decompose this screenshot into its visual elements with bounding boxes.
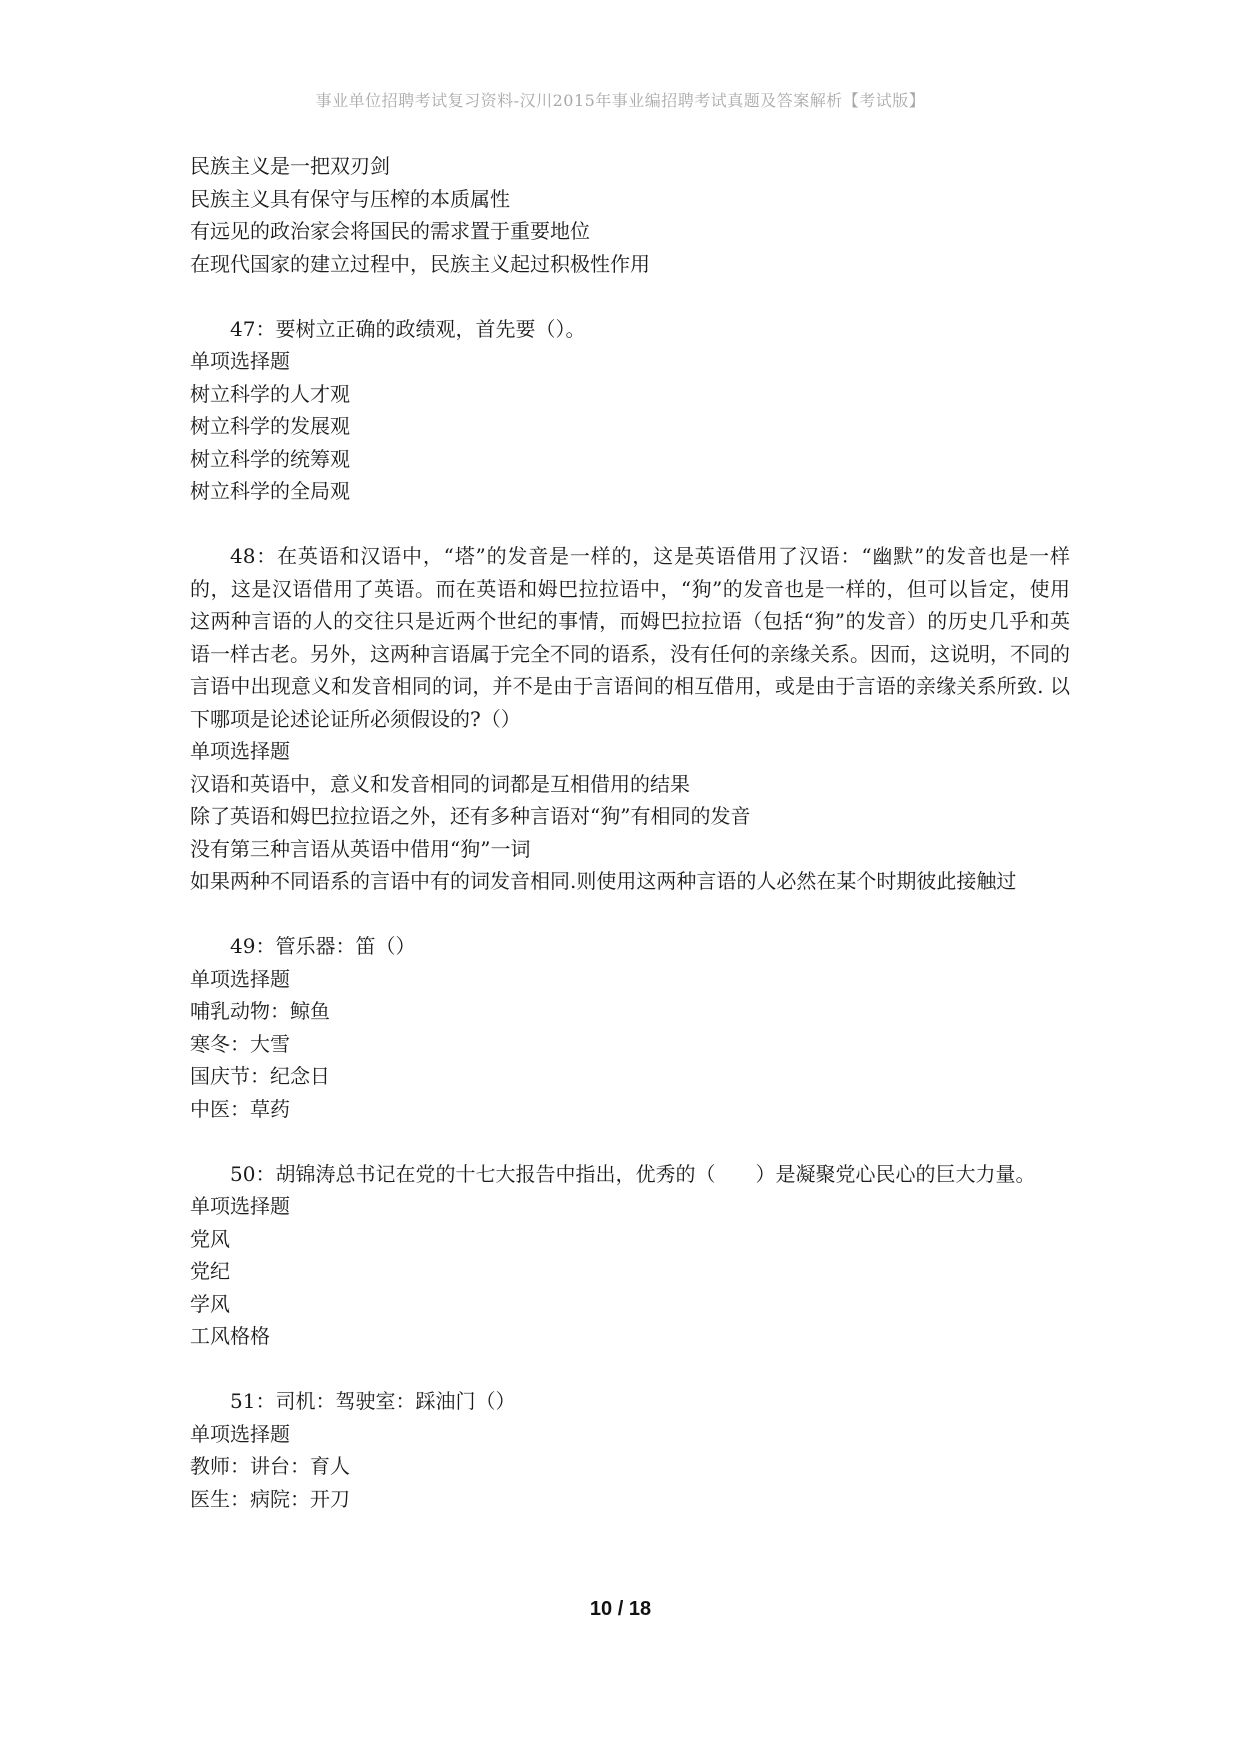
question-stem: 51：司机：驾驶室：踩油门（） [230,1389,516,1413]
question-type: 单项选择题 [190,739,290,763]
option-line: 在现代国家的建立过程中，民族主义起过积极性作用 [190,251,650,276]
option-line: 党纪 [190,1259,230,1283]
question-48 [190,540,1070,898]
option-line: 哺乳动物：鲸鱼 [190,999,330,1023]
option-line: 除了英语和姆巴拉拉语之外，还有多种言语对“狗”有相同的发音 [190,804,751,828]
option-line: 如果两种不同语系的言语中有的词发音相同.则使用这两种言语的人必然在某个时期彼此接触过 [190,869,1017,893]
option-line: 寒冬：大雪 [190,1031,290,1056]
option-line: 民族主义具有保守与压榨的本质属性 [190,186,510,211]
question-type: 单项选择题 [190,349,290,373]
option-line: 有远见的政治家会将国民的需求置于重要地位 [190,219,590,243]
question-51 [190,1385,1070,1515]
question-stem: 50：胡锦涛总书记在党的十七大报告中指出，优秀的（ ）是凝聚党心民心的巨大力量。 [230,1161,1036,1186]
option-line: 学风 [190,1291,230,1316]
page-number: 10 / 18 [589,1598,652,1620]
option-line: 民族主义是一把双刃剑 [190,154,390,178]
option-line: 树立科学的统筹观 [190,446,350,471]
option-line: 党风 [190,1226,230,1251]
previous-question-options [190,150,1070,280]
question-50 [190,1158,1070,1353]
option-line: 中医：草药 [190,1096,290,1121]
question-stem: 49：管乐器：笛（） [230,934,416,958]
document-body [190,150,1070,1515]
question-stem: 48：在英语和汉语中，“塔”的发音是一样的，这是英语借用了汉语：“幽默”的发音也是一样的，这是汉语借用了英语。而在英语和姆巴拉拉语中，“狗”的发音也是一样的，但可以旨定，使用这两种言语的人的交往只是近两个世纪的事情，而姆巴拉拉语（包括“狗”的发音）的历史几乎和英语一样古老。另外，这两种言语属于完全不同的语系，没有任何的亲缘关系。因而，这说明，不同的言语中出现意义和发音相同的词，并不是由于言语间的相互借用，或是由于言语的亲缘关系所致. 以下哪项是论述论证所必须假设的?（） [190,544,1070,731]
page-header: 事业单位招聘考试复习资料-汉川2015年事业编招聘考试真题及答案解析【考试版】 [315,91,926,110]
option-line: 树立科学的人才观 [190,381,350,406]
option-line: 工风格格 [190,1324,270,1348]
option-line: 汉语和英语中，意义和发音相同的词都是互相借用的结果 [190,771,690,796]
question-47 [190,313,1070,508]
question-stem: 47：要树立正确的政绩观，首先要（）。 [230,316,586,341]
option-line: 国庆节：纪念日 [190,1064,330,1088]
option-line: 教师：讲台：育人 [190,1454,350,1478]
question-type: 单项选择题 [190,1421,290,1446]
option-line: 医生：病院：开刀 [190,1486,350,1511]
option-line: 没有第三种言语从英语中借用“狗”一词 [190,836,531,861]
question-49 [190,930,1070,1125]
option-line: 树立科学的全局观 [190,479,350,503]
option-line: 树立科学的发展观 [190,414,350,438]
question-type: 单项选择题 [190,966,290,991]
question-type: 单项选择题 [190,1194,290,1218]
